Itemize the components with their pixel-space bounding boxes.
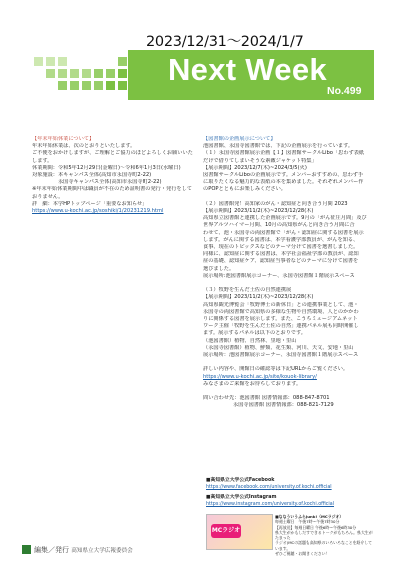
- holiday-line: 対象施設：本キャンパス全体(高知市永国寺町2-22): [32, 172, 152, 179]
- radio-line: ぜひご視聴・お聞きください！: [275, 551, 330, 557]
- decor-square: [94, 81, 103, 90]
- library-intro-line: 図書館サークルLiboの企画展示です。メンバーおすすめの、思わず手: [203, 172, 364, 179]
- holiday-link[interactable]: https://www.u-kochi.ac.jp/soshiki/1/20231219.html: [32, 208, 164, 215]
- library-heading: 【図書館の企画展示について】: [203, 136, 276, 142]
- issue-number: No.499: [327, 85, 362, 97]
- library-intro-line: 池図書館、永国寺図書館では、下記の企画展示を行っています。: [203, 143, 354, 150]
- decor-square: [46, 57, 55, 66]
- decor-square: [118, 69, 127, 78]
- section3-line: ます。展示するパネルは以下のとおりです。: [203, 330, 306, 337]
- facebook-link[interactable]: https://www.facebook.com/university.of.kochi.official: [206, 484, 332, 490]
- date-range: 2023/12/31～2024/1/7: [146, 34, 304, 50]
- radio-title: ■ななういうふらjunk!（MCラジオ）: [275, 514, 344, 519]
- contact-label: 問い合わせ先：: [203, 395, 240, 402]
- library-exhibits: [203, 136, 373, 410]
- decor-square: [82, 69, 91, 78]
- decor-square: [46, 69, 55, 78]
- decor-square: [82, 81, 91, 90]
- section3-line: ワーク主催「牧野を生んだ土佐の自然」連携パネル展も同時開催し: [203, 323, 359, 330]
- holiday-line: おりません。: [32, 193, 64, 200]
- contact-row: [203, 395, 373, 402]
- radio-line: 県大生がかもしだすできるトークがもちろん。県大生がたまった: [275, 529, 373, 541]
- decor-square: [118, 81, 127, 90]
- decor-square: [106, 81, 115, 90]
- section3-line: 【展示期間】2023/11/2(木)~2023/12/28(木): [203, 294, 314, 301]
- section2-line: 高知県立図書館と連携した企画展示です。9月の「がん征圧月間」及び: [203, 215, 367, 222]
- radio-line: 毎週土曜日 午後7時〜午後7時30分: [275, 519, 340, 525]
- section3-line: 高知県観光博覧会「牧野博士の新休日」との連携事業として、池・: [203, 301, 359, 308]
- holiday-heading: 【年末年始休業について】: [32, 136, 95, 142]
- section2-line: 選びました。: [203, 265, 235, 272]
- section2-line: 【展示期間】2023/11/2(木)~2023/12/28(木): [203, 208, 314, 215]
- section3-line: りに関係する図書を展示します。また、こうちミュージアムネット: [203, 316, 358, 323]
- section2-line: 世界アルツハイマー月間、10月の高知県がんと向き合う月間に合: [203, 222, 355, 229]
- decor-square: [94, 69, 103, 78]
- library-intro-line: だけで借りてしまいそうな素敵ジャケット特集」: [203, 157, 317, 164]
- holiday-line: 詳 細：本学HPトップページ「重要なお知らせ」: [32, 200, 148, 207]
- section2-line: 食事、現在のトピックスなどのテーマ分けて図書を選書しました。: [203, 244, 359, 251]
- facebook-title: ■高知県立大学公式Facebook: [206, 478, 275, 483]
- section3-line: 永国寺の両図書館で高知県の多様な生物や自然環境、人とのかかわ: [203, 308, 359, 315]
- contact-row: [203, 402, 373, 409]
- holiday-line: ※年末年始休業期間中は職員が不在のため証明書の発行・発行をして: [32, 186, 192, 193]
- holiday-line: します。: [32, 157, 53, 164]
- holiday-line: 年末年始休業は、次のとおりといたします。: [32, 143, 136, 150]
- section2-line: 展示場所:池図書館展示コーナー、永国寺図書館１階展示スペース: [203, 272, 355, 279]
- holiday-line: 永国寺キャンパス全体(高知市永国寺町2-22): [32, 179, 162, 186]
- section2-line: わせて、池・永国寺の両図書館で「がん・認知症に関する図書を展示: [203, 229, 364, 236]
- decor-square: [70, 69, 79, 78]
- newsletter-title: Next Week: [168, 52, 327, 87]
- radio-line: ラジオ(MCの話題も高知県のいろいろなことを紹介しています。: [275, 540, 373, 551]
- library-intro-line: （１）永国寺図書館展示企画【１】図書館サークルLibo「思わず表紙: [203, 150, 365, 157]
- radio-promo: [275, 514, 375, 556]
- holiday-line: ご不便をおかけしますが、ご理解とご協力のほどよろしくお願いいた: [32, 150, 193, 157]
- details-after: みなさまのご来館をお待ちしております。: [203, 380, 302, 387]
- holiday-notice: [32, 136, 194, 215]
- footer-label: 編集／発行: [34, 546, 69, 554]
- decor-square: [118, 57, 127, 66]
- library-link[interactable]: https://www.u-kochi.ac.jp/site/kouok-library/: [203, 373, 317, 380]
- instagram-promo: [206, 495, 376, 508]
- decor-square: [58, 69, 67, 78]
- holiday-line: 休業期間：令和5年12月29日(金曜日)～令和6年1月3日(水曜日): [32, 164, 181, 171]
- section2-line: します。がんに関する図書は、本学看護学部教員が、がんを知る、: [203, 236, 359, 243]
- section2-line: （２）図書館発！高知家のがん・認知症と向き合う月間 2023: [203, 200, 348, 207]
- decor-square: [58, 81, 67, 90]
- section2-line: 症の基礎、認知症ケア、認知症当事者などのテーマに分けて図書を: [203, 258, 359, 265]
- instagram-title: ■高知県立大学公式Instagram: [206, 495, 277, 500]
- decor-square: [106, 69, 115, 78]
- radio-banner-image: [206, 514, 273, 550]
- footer: [34, 545, 133, 555]
- facebook-promo: [206, 478, 376, 491]
- library-intro-line: に取りたくなる魅力的な表紙の本を集めました。それぞれメンバー作: [203, 179, 364, 186]
- section3-line: （池図書館）植物、自然林、里地・里山: [203, 337, 297, 344]
- radio-line: 【再放送】毎週日曜日 午後6時〜午後6時30分: [275, 524, 357, 530]
- decor-square: [34, 57, 43, 66]
- radio-logo: MCラジオ: [211, 524, 241, 538]
- section3-line: 展示場所：池図書館展示コーナー、永国寺図書館１階展示スペース: [203, 352, 359, 359]
- section2-line: 同様に、認知症に関する図書は、本学社会福祉学部の教員が、認知: [203, 251, 359, 258]
- contact-line: 池図書館 図書情報部：088-847-8701: [239, 395, 330, 402]
- section3-line: （永国寺図書館）植物、鮮類、花生類、河川、天文、安地・里山: [203, 344, 354, 351]
- section3-line: （３）牧野を生んだ土佐の自然連携展: [203, 287, 292, 294]
- decor-square: [58, 57, 67, 66]
- library-intro-line: のPOPとともにお楽しみください。: [203, 186, 286, 193]
- contact-line: 永国寺図書館 図書情報部：088-821-7129: [233, 402, 334, 409]
- instagram-link[interactable]: https://www.instagram.com/university.of.kochi.official: [206, 501, 335, 507]
- details-text: 詳しい内容や、開館日の確認等は下記URLからご覧ください。: [203, 366, 349, 373]
- footer-mark-icon: [22, 545, 31, 554]
- library-intro-line: 【展示期間】2023/12/7(木)~2024/3/5(火): [203, 164, 307, 171]
- footer-org: 高知県立大学広報委員会: [71, 548, 133, 554]
- decor-square: [70, 81, 79, 90]
